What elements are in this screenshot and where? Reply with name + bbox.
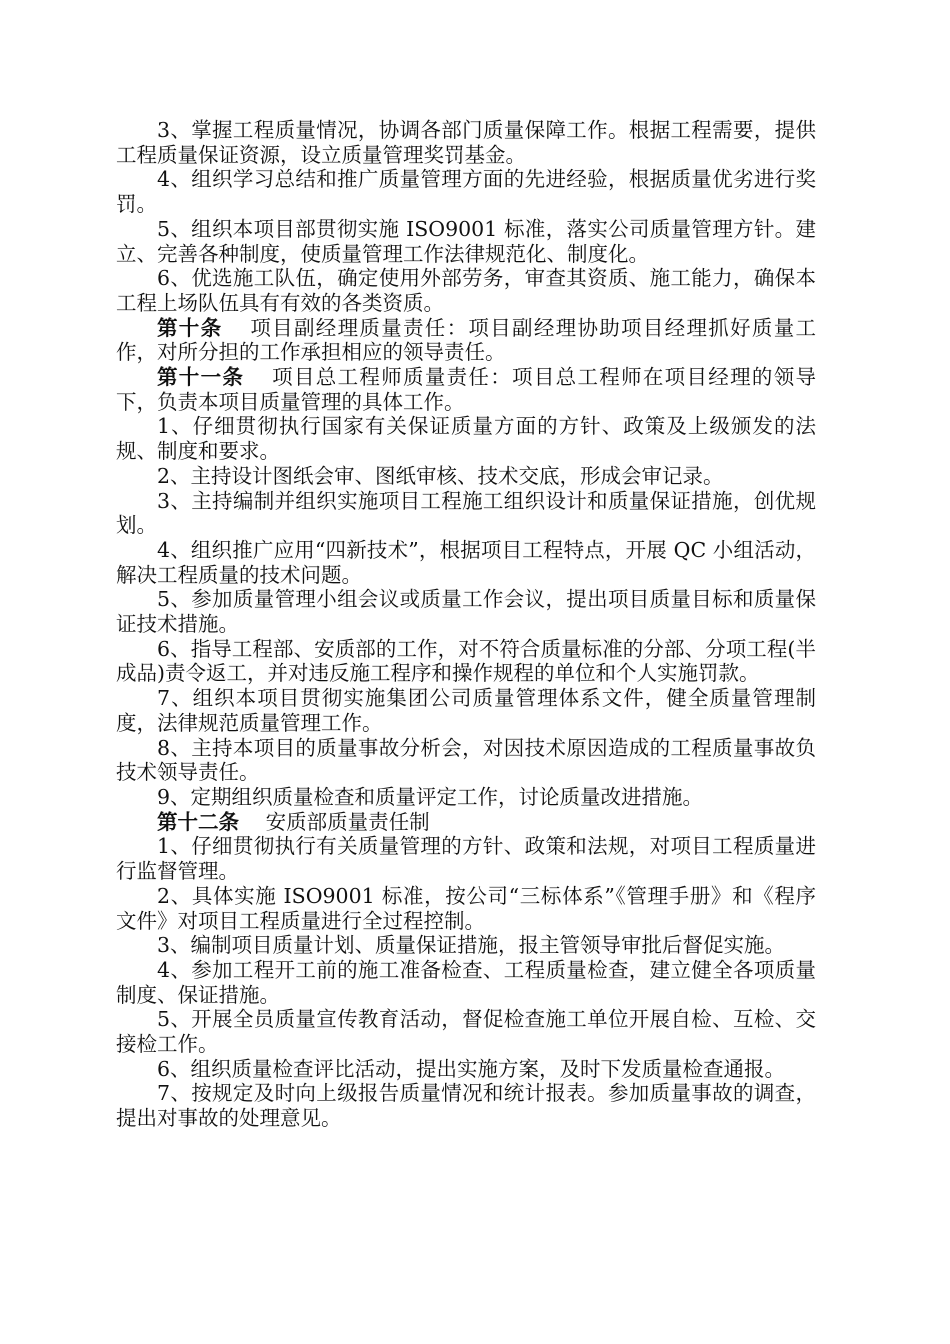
article-paragraph: 第十一条 项目总工程师质量责任：项目总工程师在项目经理的领导下，负责本项目质量管理的具体工作。 — [116, 365, 817, 414]
paragraph: 4、组织学习总结和推广质量管理方面的先进经验，根据质量优劣进行奖罚。 — [116, 167, 816, 217]
paragraph: 5、开展全员质量宣传教育活动，督促检查施工单位开展自检、互检、交接检工作。 — [116, 1007, 816, 1057]
paragraph: 1、仔细贯彻执行有关质量管理的方针、政策和法规，对项目工程质量进行监督管理。 — [116, 834, 816, 884]
paragraph: 9、定期组织质量检查和质量评定工作，讨论质量改进措施。 — [157, 784, 704, 809]
paragraph: 1、仔细贯彻执行国家有关保证质量方面的方针、政策及上级颁发的法规、制度和要求。 — [116, 414, 816, 464]
article-heading: 第十条 — [157, 315, 223, 340]
paragraph: 3、编制项目质量计划、质量保证措施，报主管领导审批后督促实施。 — [157, 933, 786, 958]
paragraph: 8、主持本项目的质量事故分析会，对因技术原因造成的工程质量事故负技术领导责任。 — [116, 735, 816, 785]
article-paragraph: 第十二条 安质部质量责任制 — [157, 809, 430, 834]
paragraph: 2、具体实施 ISO9001 标准，按公司“三标体系”《管理手册》和《程序文件》对项目工程质量进行全过程控制。 — [116, 883, 816, 933]
paragraph: 3、主持编制并组织实施项目工程施工组织设计和质量保证措施，创优规划。 — [116, 488, 816, 538]
paragraph: 6、组织质量检查评比活动，提出实施方案，及时下发质量检查通报。 — [157, 1056, 786, 1081]
paragraph: 6、优选施工队伍，确定使用外部劳务，审查其资质、施工能力，确保本工程上场队伍具有有效的各类资质。 — [116, 266, 816, 315]
paragraph: 7、按规定及时向上级报告质量情况和统计报表。参加质量事故的调查，提出对事故的处理意见。 — [116, 1081, 816, 1131]
paragraph: 7、组织本项目贯彻实施集团公司质量管理体系文件，健全质量管理制度，法律规范质量管理工作。 — [116, 686, 816, 735]
paragraph: 5、组织本项目部贯彻实施 ISO9001 标准，落实公司质量管理方针。建立、完善各种制度，使质量管理工作法律规范化、制度化。 — [116, 216, 816, 266]
document-body — [116, 118, 816, 1131]
paragraph: 5、参加质量管理小组会议或质量工作会议，提出项目质量目标和质量保证技术措施。 — [116, 587, 816, 637]
paragraph: 6、指导工程部、安质部的工作，对不符合质量标准的分部、分项工程(半成品)责令返工，并对违反施工程序和操作规程的单位和个人实施罚款。 — [116, 636, 816, 686]
paragraph: 4、参加工程开工前的施工准备检查、工程质量检查，建立健全各项质量制度、保证措施。 — [116, 957, 816, 1007]
article-paragraph: 第十条 项目副经理质量责任：项目副经理协助项目经理抓好质量工作，对所分担的工作承担相应的领导责任。 — [116, 315, 817, 365]
article-heading: 第十二条 — [157, 809, 239, 834]
paragraph: 2、主持设计图纸会审、图纸审核、技术交底，形成会审记录。 — [157, 463, 724, 488]
paragraph: 4、组织推广应用“四新技术”，根据项目工程特点，开展 QC 小组活动，解决工程质量的技术问题。 — [116, 537, 816, 587]
paragraph: 3、掌握工程质量情况，协调各部门质量保障工作。根据工程需要，提供工程质量保证资源，设立质量管理奖罚基金。 — [116, 118, 816, 167]
article-heading: 第十一条 — [157, 365, 245, 390]
